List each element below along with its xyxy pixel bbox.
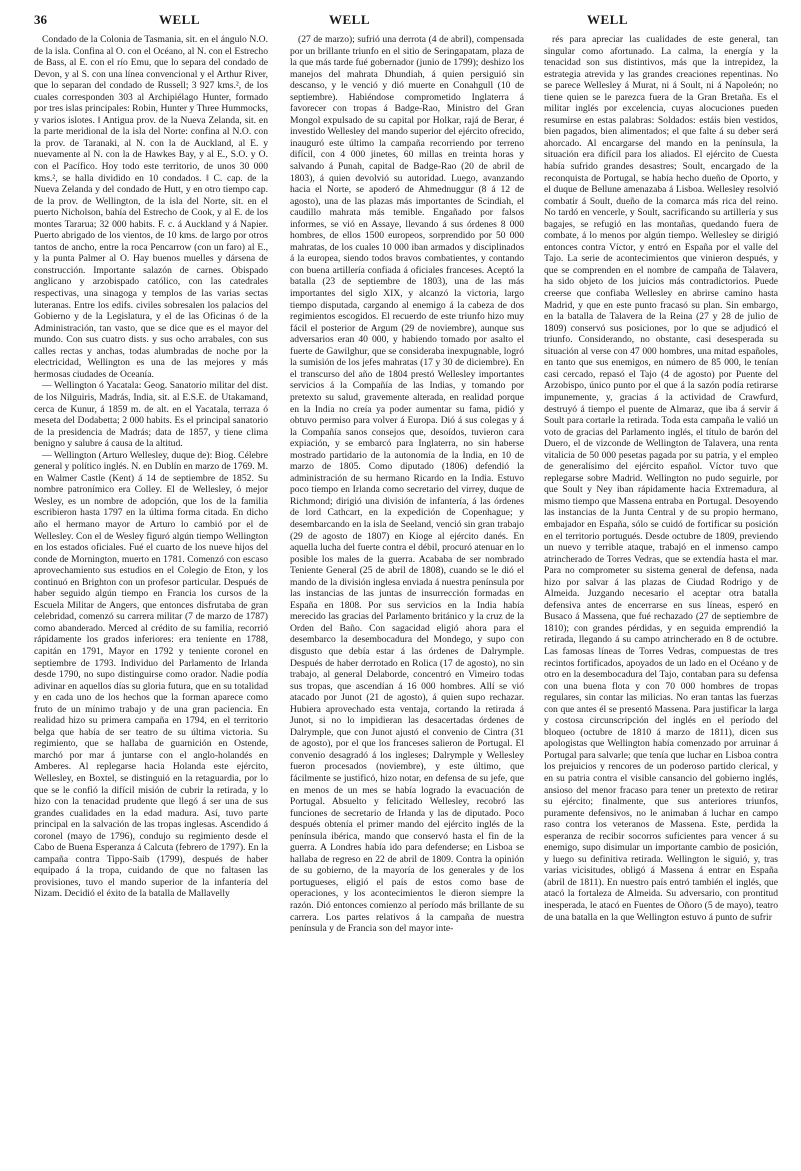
entry-paragraph: — Wellington ó Yacatala: Geog. Sanatorio militar del dist. de los Nilguiris, Madrás, India, sit. al E.S.E. de Utakamand, cerca de Kunur, á 1859 m. de alt. en el Yacatala, terraza ó meseta del Dodabetta; 2 000 habits. Es el principal sanatorio de la presidencia de Madrás; data de 1857, y tiene clima benigno y salubre á causa de la altitud. [34, 380, 268, 450]
guide-word-right: WELL [587, 12, 629, 27]
guide-word-left: WELL [159, 12, 201, 27]
entry-paragraph: (27 de marzo); sufrió una derrota (4 de abril), compensada por un brillante triunfo en el sitio de Seringapatam, plaza de la que más tarde fué gobernador (junio de 1799); deshizo los manejos del mahrata Dhundiah, á quien persiguió sin descanso, y le venció y dió muerte en Conahgull (10 de septiembre). Habiéndose comprometido Inglaterra á favorecer con tropas á Badge-Rao, Ministro del Gran Mongol expulsado de su capital por Holkar, rajá de Berar, é investido Wellesley del mando superior del ejército ofrecido, inauguró este último la campaña recorriendo por terreno difícil, con 4 000 jinetes, 60 millas en treinta horas y salvando á Punah, capital de Badge-Rao (20 de abril de 1803), á quien devolvió su autoridad. Luego, avanzando hacia el Norte, se apoderó de Ahmednuggur (8 á 12 de agosto), una de las plazas más importantes de Scindiah, el caudillo mahrata más temible. Engañado por falsos informes, se vió en Assaye, llevando á sus órdenes 8 000 hombres, de ellos 1500 europeos, sorprendido por 50 000 mahratas, de los cuales 10 000 iban armados y disciplinados á la europea, siendo todos bravos combatientes, y contando con buena artillería confiada á oficiales franceses. Aceptó la batalla (23 de septiembre de 1803), una de las más importantes del siglo XIX, y alcanzó la victoria, largo tiempo disputada, cargando al enemigo á la cabeza de dos regimientos escogidos. El recuerdo de este triunfo hizo muy fácil el posterior de Argum (29 de noviembre), aunque sus adversarios eran 40 000, y habiendo tomado por asalto el fuerte de Gawilghur, que se consideraba inexpugnable, logró la sumisión de los jefes mahratas (17 y 30 de diciembre). En el transcurso del año de 1804 prestó Wellesley importantes servicios á la Compañía de las Indias, y tomando por pretexto su salud, gravemente alterada, en realidad porque en la India no creía ya poder aumentar su fama, pidió y obtuvo permiso para volver á Europa. Dió á sus colegas y á la Compañía sanos consejos que, desoídos, tuvieron cara expiación, y se embarcó para Inglaterra, no sin haberse mostrado partidario de la autonomía de la India, en 10 de marzo de 1805. Como diputado (1806) defendió la administración de su hermano Ricardo en la India. Estuvo poco tiempo en Irlanda como secretario del virrey, duque de Richmond; dirigió una división de infantería, á las órdenes de lord Cathcart, en la expedición de Copenhague; y desembarcando en la isla de Seeland, venció sin gran trabajo (29 de agosto de 1807) en Kioge al ejército danés. En aquella lucha del fuerte contra el débil, procuró atenuar en lo posible los males de la guerra. Acababa de ser nombrado Teniente General (25 de abril de 1808), cuando se le dió el mando de la división inglesa enviada á nuestra península por las instancias de las juntas de insurrección formadas en España en 1808. Por sus servicios en la India había merecido las gracias del Parlamento británico y la cruz de la Orden del Baño. Con sagacidad eligió ahora para el desembarco la desembocadura del Mondego, y supo con disgusto que debía estar á las órdenes de Dalrymple. Después de haber derrotado en Rolica (17 de agosto), no sin trabajo, al general Delaborde, concentró en Vimeiro todas sus tropas, que ascendían á 16 000 hombres. Allí se vió atacado por Junot (21 de agosto), á quien supo rechazar. Hubiera aprovechado esta ventaja, cortando la retirada á Junot, si no lo impidieran las desacertadas órdenes de Dalrymple, que con Junot ajustó el convenio de Cintra (31 de agosto), por el que los franceses salieron de Portugal. El convenio desagradó á los ingleses; Dalrymple y Wellesley fueron procesados (noviembre), y este último, que fácilmente se justificó, hizo notar, en defensa de su jefe, que en menos de un mes se había logrado la evacuación de Portugal. Absuelto y felicitado Wellesley, recobró las funciones de secretario de Irlanda y las de diputado. Poco después obtenía el primer mando del ejército inglés de la península ibérica, mando que conservó hasta el fin de la guerra. A Londres había ido para defenderse; en Lisboa se hallaba de regreso en 22 de abril de 1809. Contra la opinión de su gobierno, de la mayoría de los generales y de los portugueses, eligió el país de estos como base de operaciones, y los acontecimientos le dieron siempre la razón. Dió entonces comienzo al período más brillante de su carrera. Los partes relativos á la campaña de nuestra península y de Francia son del mayor inte- [290, 34, 524, 935]
text-column-1 [34, 34, 268, 1162]
text-column-2 [290, 34, 524, 1162]
text-column-3 [544, 34, 778, 1162]
guide-word-center: WELL [329, 12, 371, 27]
page-header [34, 12, 769, 30]
page-number: 36 [34, 12, 47, 27]
entry-paragraph: Condado de la Colonia de Tasmania, sit. en el ángulo N.O. de la isla. Confina al O. con el Océano, al N. con el Estrecho de Bass, al E. con el río Emu, que lo separa del condado de Devon, y al S. con una línea convencional y el Arthur River, que lo separan del condado de Russell; 3 927 kms.², de los cuales corresponden 303 al Archipiélago Hunter, formado por tres islas principales: Robin, Hunter y Three Hummocks, y varios islotes. ‖ Antigua prov. de la Nueva Zelanda, sit. en la parte meridional de la isla del Norte: confina al N.O. con la prov. de Taranaki, al N. con la de Auckland, al E. y nuevamente al N. con la de Hawkes Bay, y al E., S.O. y O. con el Pacífico. Hoy todo este territorio, de unos 30 000 kms.², se halla dividido en 10 condados. ‖ C. cap. de la Nueva Zelanda y del condado de Hutt, y en otro tiempo cap. de la prov. de Wellington, de la isla del Norte, sit. en el puerto Nicholson, bahía del Estrecho de Cook, y al E. de los montes Tararua; 32 000 habits. F. c. á Auckland y á Napier. Puerto abrigado de los vientos, de 10 kms. de largo por otros tantos de ancho, entre la roca Pencarrow (con un faro) al E., y la punta Palmer al O. Hay buenos muelles y dársena de construcción. Importante salazón de carnes. Obispado anglicano y arzobispado católico, con las catedrales respectivas, una sinagoga y templos de las varias sectas luteranas. Entre los edifs. civiles sobresalen los palacios del Gobierno y de la Legislatura, y el de las Oficinas ó de la Administración, tan vasto, que se dice que es el mayor del mundo. Con sus cuatro dists. y sus ocho arrabales, con sus calles rectas y anchas, todas alumbradas de noche por la electricidad, Wellington es una de las mejores y más hermosas ciudades de Oceanía. [34, 34, 268, 380]
entry-paragraph: rés para apreciar las cualidades de este general, tan singular como afortunado. La calma, la energía y la tenacidad son sus distintivos, más que la intrepidez, la estrategia atrevida y las grandes creaciones repentinas. No se parece Wellesley á Murat, ni á Soult, ni á Napoleón; no tiene quien se le parezca fuera de la Gran Bretaña. Es el militar inglés por excelencia, cuyas alocuciones pueden resumirse en estas palabras: Soldados: estáis bien vestidos, bien pagados, bien alimentados; el que falte á su deber será ahorcado. Al encargarse del mando en la península, la situación era difícil para los aliados. El ejército de Cuesta había sufrido grandes desastres; Soult, encargado de la reconquista de Portugal, se había hecho dueño de Oporto, y el duque de Bellune amenazaba á Lisboa. Wellesley resolvió combatir á Soult, dueño de la comarca más rica del reino. No tardó en vencerle, y Soult, sacrificando su artillería y sus bagajes, se refugió en las montañas, quedando fuera de combate, á lo menos por algún tiempo. Wellesley se dirigió entonces contra Víctor, y entró en España por el valle del Tajo. La serie de acontecimientos que vinieron después, y que se comprenden en el nombre de campaña de Talavera, ha sido objeto de los juicios más contradictorios. Puede creerse que confiaba Wellesley en abrirse camino hasta Madrid, y que en este punto fracasó su plan. Sin embargo, en la batalla de Talavera de la Reina (27 y 28 de julio de 1809) conservó sus posiciones, por lo que se adjudicó el triunfo. Considerando, no obstante, casi desesperada su situación al verse con 47 000 hombres, una mitad españoles, en tanto que sus enemigos, en número de 85 000, le tenían casi cercado, repasó el Tajo (4 de agosto) por Puente del Arzobispo, único punto por el que á la sazón podía retirarse impunemente, y, gracias á la actividad de Crawfurd, destruyó á tiempo el puente de Almaraz, que iba á servir á Soult para cortarle la retirada. Toda esta campaña le valió un voto de gracias del Parlamento inglés, el título de barón del Duero, el de vizconde de Wellington de Talavera, una renta vitalicia de 50 000 pesetas pagada por su patria, y el empleo de generalísimo del ejército español. Víctor tuvo que replegarse sobre Madrid. Wellington no pudo seguirle, por que Soult y Ney iban rápidamente hacia Extremadura, al mismo tiempo que Massena entraba en Portugal. Desoyendo las instancias de la Junta Central y de su propio hermano, embajador en España, sólo se cuidó de fortificar su posición en el territorio portugués. Desde octubre de 1809, previendo un nuevo y terrible ataque, trabajó en el inmenso campo atrincherado de Torres Vedras, que se extendía hasta el mar. Para no comprometer su sistema general de defensa, nada hizo por salvar á las plazas de Ciudad Rodrigo y de Almeida. Juzgando necesario el aceptar otra batalla defensiva antes de encerrarse en sus líneas, esperó en Busaco á Massena, que fué rechazado (27 de septiembre de 1810); con grandes pérdidas, y en seguida emprendió la retirada, llegando á su campo atrincherado en 8 de octubre. Las famosas líneas de Torres Vedras, compuestas de tres recintos fortificados, apoyados de un lado en el Océano y de otro en la desembocadura del Tajo, contaban para su defensa con una buena flota y con 70 000 hombres de tropas regulares, sin contar las milicias. No eran tantas las fuerzas con que antes él se presentó Massena. Para justificar la larga y costosa circunscripción del inglés en el período del bloqueo (octubre de 1810 á marzo de 1811), dicen sus apologistas que Wellington había comenzado por arruinar á Portugal para salvarle; que tenía que luchar en Lisboa contra los prejuicios y rencores de un poderoso partido clerical, y en su patria contra el visible cansancio del gobierno inglés, ansioso del menor fracaso para tener un pretexto de retirar su ejército; finalmente, que sus anteriores triunfos, puramente defensivos, no le animaban á luchar en campo raso contra los veteranos de Massena. Este, perdida la esperanza de recibir socorros suficientes para vencer á su enemigo, supo disimular un importante cambio de posición, y luego su definitiva retirada. Wellington le siguió, y, tras varias vicisitudes, obligó á Massena á entrar en España (abril de 1811). En nuestro país entró también el inglés, que atacó la fortaleza de Almeida. Su adversario, con prontitud inesperada, le atacó en Fuentes de Oñoro (5 de mayo), teatro de una batalla en la que Wellington estuvo á punto de sufrir [544, 34, 778, 923]
entry-paragraph: — Wellington (Arturo Wellesley, duque de): Biog. Célebre general y político inglés. N. en Dublín en marzo de 1769. M. en Walmer Castle (Kent) á 14 de septiembre de 1852. Su nombre patronímico era Colley. El de Wellesley, ó mejor Wesley, es un nombre de adopción, que los de la familia escribieron hasta 1797 en la última forma citada. En dicho año el hermano mayor de Arturo lo cambió por el de Wellesley. Con el de Wesley figuró algún tiempo Wellington en los estados oficiales. Fué el cuarto de los nueve hijos del conde de Mornington, muerto en 1781. Comenzó con escaso aprovechamiento sus estudios en el Colegio de Eton, y los continuó en Brighton con un profesor particular. Después de haber seguido algún tiempo en Francia los cursos de la Escuela Militar de Angers, que entonces disfrutaba de gran celebridad, comenzó su carrera militar (7 de marzo de 1787) como abanderado. Merced al crédito de su familia, recorrió rápidamente los grados inferiores: era teniente en 1788, capitán en 1791, Mayor en 1792 y teniente coronel en septiembre de 1793. Individuo del Parlamento de Irlanda desde 1790, no supo distinguirse como orador. Nadie podía adivinar en aquellos días su gloria futura, que en su totalidad y en cada uno de los hechos que la forman aparece como fruto de un mínimo trabajo y de una gran paciencia. En realidad hizo su primera campaña en 1794, en el territorio belga que había de ser teatro de su última victoria. Su regimiento, que se hallaba de guarnición en Ostende, marchó por mar á juntarse con el anglo-holandés en Amberes. Al replegarse hacia Holanda este ejército, Wellesley, en Boxtel, se distinguió en la retaguardia, por lo que se le confió la difícil misión de cubrir la retirada, y lo hizo con la tenacidad prudente que llegó á ser una de sus grandes cualidades en la edad madura. Así, tuvo parte principal en la salvación de las tropas inglesas. Ascendido á coronel (mayo de 1796), condujo su regimiento desde el Cabo de Buena Esperanza á Calcuta (febrero de 1797). En la campaña contra Tippo-Saib (1799), después de haber equipado á la tropa, cuidando de que no faltasen las provisiones, tuvo el mando superior de la infantería del Nizam. Decidió el éxito de la batalla de Mallavelly [34, 449, 268, 900]
